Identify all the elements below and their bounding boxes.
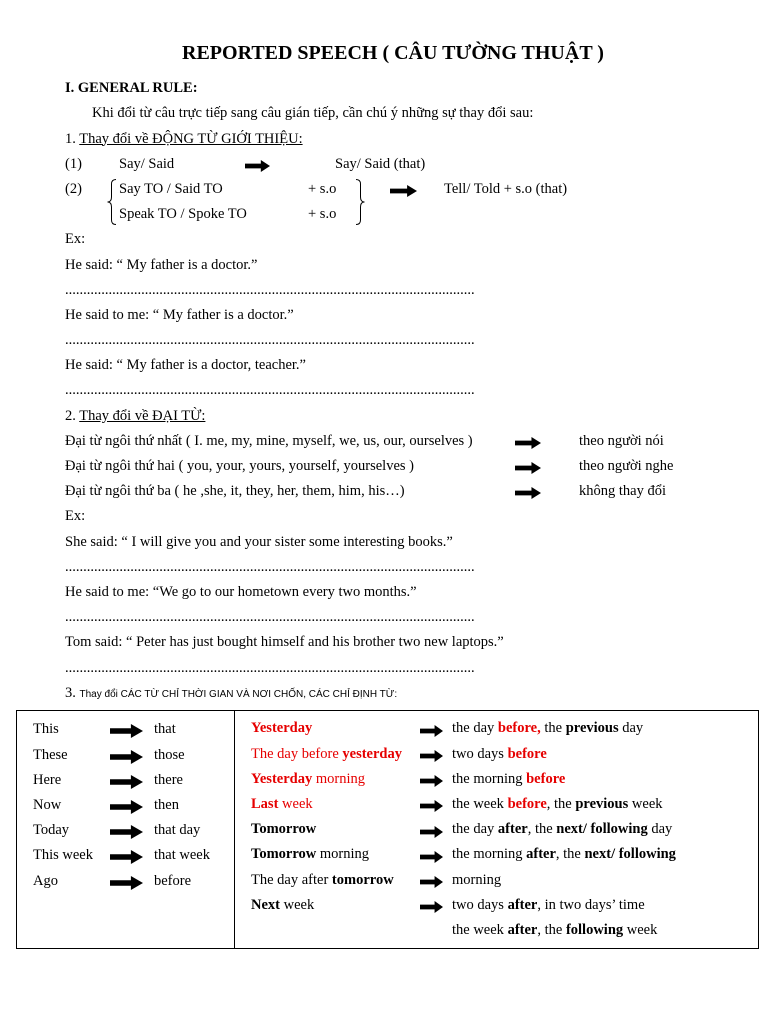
text-segment: before — [526, 770, 566, 787]
reported-verb: Say/ Said (that) — [335, 155, 426, 172]
table-row — [235, 716, 758, 741]
text-segment: , in two days’ time — [537, 896, 645, 913]
right-arrow-icon — [515, 462, 541, 474]
right-arrow-icon — [420, 876, 443, 888]
reported-expression — [452, 918, 657, 937]
reported-verb: Tell/ Told + s.o (that) — [444, 180, 568, 197]
text-segment: previous — [565, 720, 619, 737]
answer-line — [65, 555, 745, 580]
text-segment: after — [526, 846, 556, 863]
pronoun-rule — [65, 479, 745, 504]
text-segment: after — [507, 896, 538, 913]
table-row — [17, 743, 234, 768]
text-segment: the — [540, 720, 566, 737]
right-arrow-icon — [420, 851, 443, 863]
table-row — [235, 792, 758, 817]
object-marker: + s.o — [308, 206, 337, 223]
example-sentence: He said to me: “We go to our hometown every two months.” — [65, 583, 417, 600]
example-sentence: Tom said: “ Peter has just bought himself and his brother two new laptops.” — [65, 634, 504, 651]
text-segment: Tomorrow — [251, 846, 317, 863]
rule-index: (1) — [65, 155, 82, 172]
section-number: 3. — [65, 684, 76, 701]
section-number: 1. — [65, 130, 76, 147]
reported-expression — [452, 742, 547, 767]
reported-expression — [452, 893, 645, 918]
direct-expression — [251, 893, 314, 918]
text-segment: the day — [452, 720, 498, 737]
text-segment: two days — [452, 745, 508, 762]
direct-word: This — [33, 721, 59, 738]
pronoun-list: Đại từ ngôi thứ hai ( you, your, yours, yourself, yourselves ) — [65, 458, 414, 475]
direct-word: This week — [33, 847, 93, 864]
direct-expression — [251, 842, 369, 867]
text-segment: day — [647, 821, 673, 838]
text-segment: morning — [316, 846, 370, 863]
section-title: Thay đổi về ĐỘNG TỪ GIỚI THIỆU: — [79, 130, 303, 147]
table-row — [17, 768, 234, 793]
right-arrow-icon — [110, 724, 143, 738]
reported-expression — [452, 792, 663, 817]
direct-expression — [251, 767, 365, 792]
answer-blank: ................................................................................................................. — [65, 558, 475, 575]
section-number: 2. — [65, 407, 76, 424]
answer-line — [65, 278, 745, 303]
section-3-heading — [65, 681, 745, 706]
text-segment: before — [507, 745, 547, 762]
text-segment: The day after — [251, 871, 332, 888]
table-row — [17, 717, 234, 742]
document-body — [65, 101, 745, 706]
text-segment: , the — [546, 795, 576, 812]
example-sentence: He said: “ My father is a doctor.” — [65, 256, 258, 273]
section-1-heading — [65, 127, 745, 152]
right-arrow-icon — [515, 487, 541, 499]
right-arrow-icon — [420, 750, 443, 762]
text-segment: Tomorrow — [251, 821, 317, 838]
pronoun-rule — [65, 429, 745, 454]
pronoun-list: Đại từ ngôi thứ ba ( he ,she, it, they, her, them, him, his…) — [65, 483, 405, 500]
text-segment: following — [565, 921, 624, 937]
text-segment: The day before — [251, 745, 343, 762]
example-label: Ex: — [65, 508, 86, 525]
page-title: REPORTED SPEECH ( CÂU TƯỜNG THUẬT ) — [182, 42, 604, 64]
text-segment: before — [507, 795, 547, 812]
direct-expression — [251, 817, 316, 842]
reported-expression — [452, 842, 676, 867]
text-segment: , the — [537, 921, 566, 937]
reported-expression — [452, 817, 672, 842]
table-row — [235, 742, 758, 767]
answer-blank: ................................................................................................................. — [65, 332, 475, 349]
table-row — [235, 842, 758, 867]
pronoun-change: theo người nói — [579, 432, 664, 449]
direct-word: Ago — [33, 872, 58, 889]
text-segment: week — [280, 896, 315, 913]
text-segment: next/ following — [584, 846, 676, 863]
text-segment: next/ following — [556, 821, 648, 838]
answer-blank: ................................................................................................................. — [65, 281, 475, 298]
direct-word: These — [33, 746, 68, 763]
answer-line — [65, 656, 745, 681]
right-arrow-icon — [390, 185, 417, 197]
part-heading: I. GENERAL RULE: — [65, 80, 198, 97]
answer-line — [65, 378, 745, 403]
reported-word: those — [154, 746, 185, 763]
direct-word: Here — [33, 771, 62, 788]
text-segment: the week — [452, 921, 508, 937]
direct-verb: Speak TO / Spoke TO — [119, 206, 247, 223]
reported-expression — [452, 868, 501, 893]
example-sentence: He said: “ My father is a doctor, teacher.” — [65, 357, 306, 374]
section-title: Thay đổi CÁC TỪ CHỈ THỜI GIAN VÀ NƠI CHỐN, CÁC CHỈ ĐỊNH TỪ: — [79, 688, 398, 700]
text-segment: week — [628, 795, 663, 812]
text-segment: week — [278, 795, 313, 812]
direct-word: Now — [33, 796, 62, 813]
table-row — [235, 817, 758, 842]
pronoun-change: theo người nghe — [579, 458, 674, 475]
text-segment: two days — [452, 896, 508, 913]
answer-line — [65, 605, 745, 630]
right-arrow-icon — [110, 775, 143, 789]
table-row — [17, 843, 234, 868]
text-segment: Yesterday — [251, 770, 313, 787]
reported-word: before — [154, 872, 192, 889]
text-segment: the morning — [452, 770, 527, 787]
example-label: Ex: — [65, 231, 86, 248]
right-arrow-icon — [515, 437, 541, 449]
table-row — [17, 818, 234, 843]
text-segment: yesterday — [342, 745, 402, 762]
reported-word: then — [154, 796, 179, 813]
right-arrow-icon — [420, 800, 443, 812]
direct-expression — [251, 742, 402, 767]
text-segment: week — [623, 921, 658, 937]
answer-blank: ................................................................................................................. — [65, 609, 475, 626]
text-segment: after — [497, 821, 528, 838]
text-segment: , the — [527, 821, 557, 838]
reported-word: that week — [154, 847, 210, 864]
text-segment: morning — [312, 770, 365, 787]
right-arrow-icon — [110, 876, 143, 890]
reported-expression — [452, 767, 565, 792]
pronoun-rule — [65, 454, 745, 479]
text-segment: morning — [452, 871, 502, 888]
demonstratives-column — [17, 717, 234, 893]
text-segment: day — [618, 720, 644, 737]
text-segment: previous — [575, 795, 629, 812]
text-segment: Next — [251, 896, 280, 913]
text-segment: after — [507, 921, 538, 937]
direct-verb: Say TO / Said TO — [119, 180, 223, 197]
direct-word: Today — [33, 822, 70, 839]
table-row — [235, 918, 758, 937]
example-sentence: She said: “ I will give you and your sister some interesting books.” — [65, 533, 453, 550]
time-place-table — [16, 710, 759, 949]
direct-expression — [251, 716, 312, 741]
reported-word: that day — [154, 822, 201, 839]
time-expressions-column — [235, 711, 758, 937]
right-arrow-icon — [110, 825, 143, 839]
right-arrow-icon — [420, 775, 443, 787]
table-row — [17, 869, 234, 894]
right-arrow-icon — [110, 850, 143, 864]
right-arrow-icon — [245, 160, 270, 172]
intro-text: Khi đổi từ câu trực tiếp sang câu gián tiếp, cần chú ý những sự thay đổi sau: — [92, 105, 534, 122]
reported-word: there — [154, 771, 183, 788]
section-2-heading — [65, 404, 745, 429]
example-sentence: He said to me: “ My father is a doctor.” — [65, 306, 294, 323]
text-segment: the morning — [452, 846, 527, 863]
verb-rule-1 — [65, 152, 745, 177]
right-arrow-icon — [110, 750, 143, 764]
text-segment: Last — [251, 795, 279, 812]
table-row — [235, 767, 758, 792]
right-arrow-icon — [420, 901, 443, 913]
direct-expression — [251, 792, 313, 817]
answer-blank: ................................................................................................................. — [65, 659, 475, 676]
section-title: Thay đổi về ĐẠI TỪ: — [79, 407, 206, 424]
text-segment: , the — [555, 846, 585, 863]
table-row — [235, 868, 758, 893]
verb-rule-2-continued — [65, 202, 745, 227]
right-arrow-icon — [110, 800, 143, 814]
table-row — [235, 893, 758, 918]
text-segment: before, — [497, 720, 541, 737]
reported-word: that — [154, 721, 176, 738]
pronoun-list: Đại từ ngôi thứ nhất ( I. me, my, mine, myself, we, us, our, ourselves ) — [65, 432, 473, 449]
text-segment: the week — [452, 795, 508, 812]
pronoun-change: không thay đổi — [579, 483, 666, 500]
right-arrow-icon — [420, 725, 443, 737]
answer-blank: ................................................................................................................. — [65, 382, 475, 399]
text-segment: Yesterday — [251, 720, 313, 737]
answer-line — [65, 328, 745, 353]
table-row — [17, 793, 234, 818]
text-segment: the day — [452, 821, 498, 838]
direct-verb: Say/ Said — [119, 155, 175, 172]
object-marker: + s.o — [308, 180, 337, 197]
rule-index: (2) — [65, 180, 82, 197]
verb-rule-2 — [65, 177, 745, 202]
right-arrow-icon — [420, 826, 443, 838]
text-segment: tomorrow — [331, 871, 394, 888]
direct-expression — [251, 868, 394, 893]
reported-expression — [452, 716, 643, 741]
time-expressions-list — [235, 711, 758, 937]
